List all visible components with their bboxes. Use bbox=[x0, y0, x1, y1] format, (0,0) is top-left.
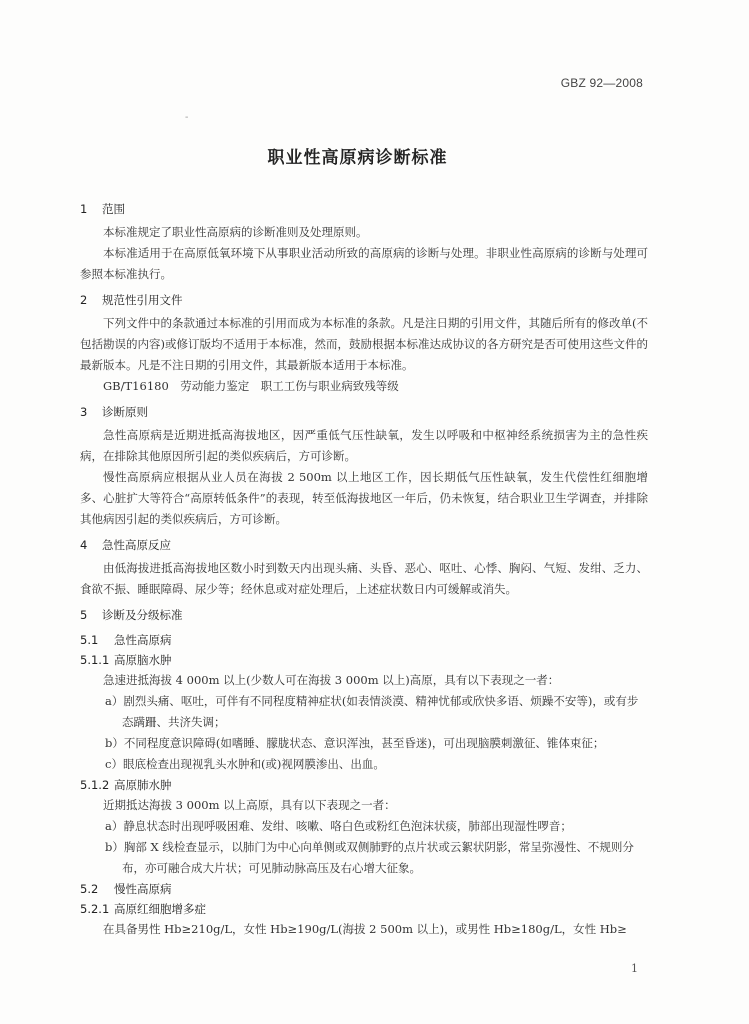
subsection-heading bbox=[80, 630, 648, 650]
subsection-title: 高原红细胞增多症 bbox=[114, 902, 206, 916]
subsection-number: 5.2.1 bbox=[80, 902, 110, 916]
subsection-heading bbox=[80, 775, 648, 795]
subsection-number: 5.1.1 bbox=[80, 653, 110, 667]
section-number: 4 bbox=[80, 538, 88, 552]
subsection-number: 5.1.2 bbox=[80, 778, 110, 792]
section-number: 3 bbox=[80, 405, 88, 419]
page-number: 1 bbox=[631, 962, 638, 975]
document-body bbox=[80, 200, 648, 940]
section-number: 5 bbox=[80, 608, 88, 622]
section-title: 范围 bbox=[102, 202, 125, 216]
paragraph: 急速进抵海拔 4 000m 以上(少数人可在海拔 3 000m 以上)高原，具有以下表现之一者： bbox=[103, 673, 560, 687]
standard-code: GBZ 92—2008 bbox=[560, 76, 643, 90]
subsection-heading bbox=[80, 879, 648, 899]
section-heading bbox=[80, 291, 648, 309]
reference-entry: GB/T16180 劳动能力鉴定 职工工伤与职业病致残等级 bbox=[103, 379, 399, 393]
section-number: 1 bbox=[80, 202, 88, 216]
paragraph: 在具备男性 Hb≥210g/L，女性 Hb≥190g/L(海拔 2 500m 以上)，或男性 Hb≥180g/L，女性 Hb≥ bbox=[103, 922, 627, 936]
subsection-title: 高原肺水肿 bbox=[114, 778, 172, 792]
paragraph: 本标准规定了职业性高原病的诊断准则及处理原则。 bbox=[103, 225, 368, 239]
document-title: 职业性高原病诊断标准 bbox=[267, 148, 448, 168]
subsection-heading bbox=[80, 899, 648, 919]
section-number: 2 bbox=[80, 293, 88, 307]
section-title: 急性高原反应 bbox=[102, 538, 171, 552]
list-item: b）不同程度意识障碍(如嗜睡、朦胧状态、意识浑浊，甚至昏迷)，可出现脑膜刺激征、锥体束征； bbox=[105, 736, 605, 750]
subsection-title: 高原脑水肿 bbox=[114, 653, 172, 667]
list-item: a）静息状态时出现呼吸困难、发绀、咳嗽、咯白色或粉红色泡沫状痰，肺部出现湿性啰音； bbox=[105, 819, 572, 833]
section-title: 规范性引用文件 bbox=[102, 293, 183, 307]
subsection-title: 慢性高原病 bbox=[114, 882, 172, 896]
section-heading bbox=[80, 606, 648, 624]
section-title: 诊断原则 bbox=[102, 405, 148, 419]
subsection-number: 5.1 bbox=[80, 633, 99, 647]
list-item: a）剧烈头痛、呕吐，可伴有不同程度精神症状(如表情淡漠、精神忧郁或欣快多语、烦躁不安等)，或有步态蹒跚、共济失调； bbox=[105, 694, 639, 729]
paragraph: 急性高原病是近期进抵高海拔地区，因严重低气压性缺氧，发生以呼吸和中枢神经系统损害为主的急性疾病，在排除其他原因所引起的类似疾病后，方可诊断。 bbox=[80, 428, 648, 463]
header-mark: - bbox=[185, 112, 189, 123]
section-heading bbox=[80, 536, 648, 554]
list-item: b）胸部 X 线检查显示，以肺门为中心向单侧或双侧肺野的点片状或云絮状阴影，常呈弥漫性、不规则分布，亦可融合成大片状；可见肺动脉高压及右心增大征象。 bbox=[105, 840, 634, 875]
paragraph: 由低海拔进抵高海拔地区数小时到数天内出现头痛、头昏、恶心、呕吐、心悸、胸闷、气短、发绀、乏力、食欲不振、睡眠障碍、尿少等；经休息或对症处理后，上述症状数日内可缓解或消失。 bbox=[80, 561, 648, 596]
section-heading bbox=[80, 200, 648, 218]
subsection-title: 急性高原病 bbox=[114, 633, 172, 647]
paragraph: 近期抵达海拔 3 000m 以上高原，具有以下表现之一者： bbox=[103, 798, 396, 812]
paragraph: 慢性高原病应根据从业人员在海拔 2 500m 以上地区工作，因长期低气压性缺氧，发生代偿性红细胞增多、心脏扩大等符合“高原转低条件”的表现，转至低海拔地区一年后，仍未恢复，结合职业卫生学调查，并排除其他病因引起的类似疾病后，方可诊断。 bbox=[80, 470, 648, 526]
subsection-number: 5.2 bbox=[80, 882, 99, 896]
subsection-heading bbox=[80, 650, 648, 670]
paragraph: 下列文件中的条款通过本标准的引用而成为本标准的条款。凡是注日期的引用文件，其随后所有的修改单(不包括勘误的内容)或修订版均不适用于本标准，然而，鼓励根据本标准达成协议的各方研究是否可使用这些文件的最新版本。凡是不注日期的引用文件，其最新版本适用于本标准。 bbox=[80, 316, 648, 372]
section-heading bbox=[80, 403, 648, 421]
paragraph: 本标准适用于在高原低氧环境下从事职业活动所致的高原病的诊断与处理。非职业性高原病的诊断与处理可参照本标准执行。 bbox=[80, 246, 648, 281]
list-item: c）眼底检查出现视乳头水肿和(或)视网膜渗出、出血。 bbox=[105, 757, 385, 771]
section-title: 诊断及分级标准 bbox=[102, 608, 183, 622]
